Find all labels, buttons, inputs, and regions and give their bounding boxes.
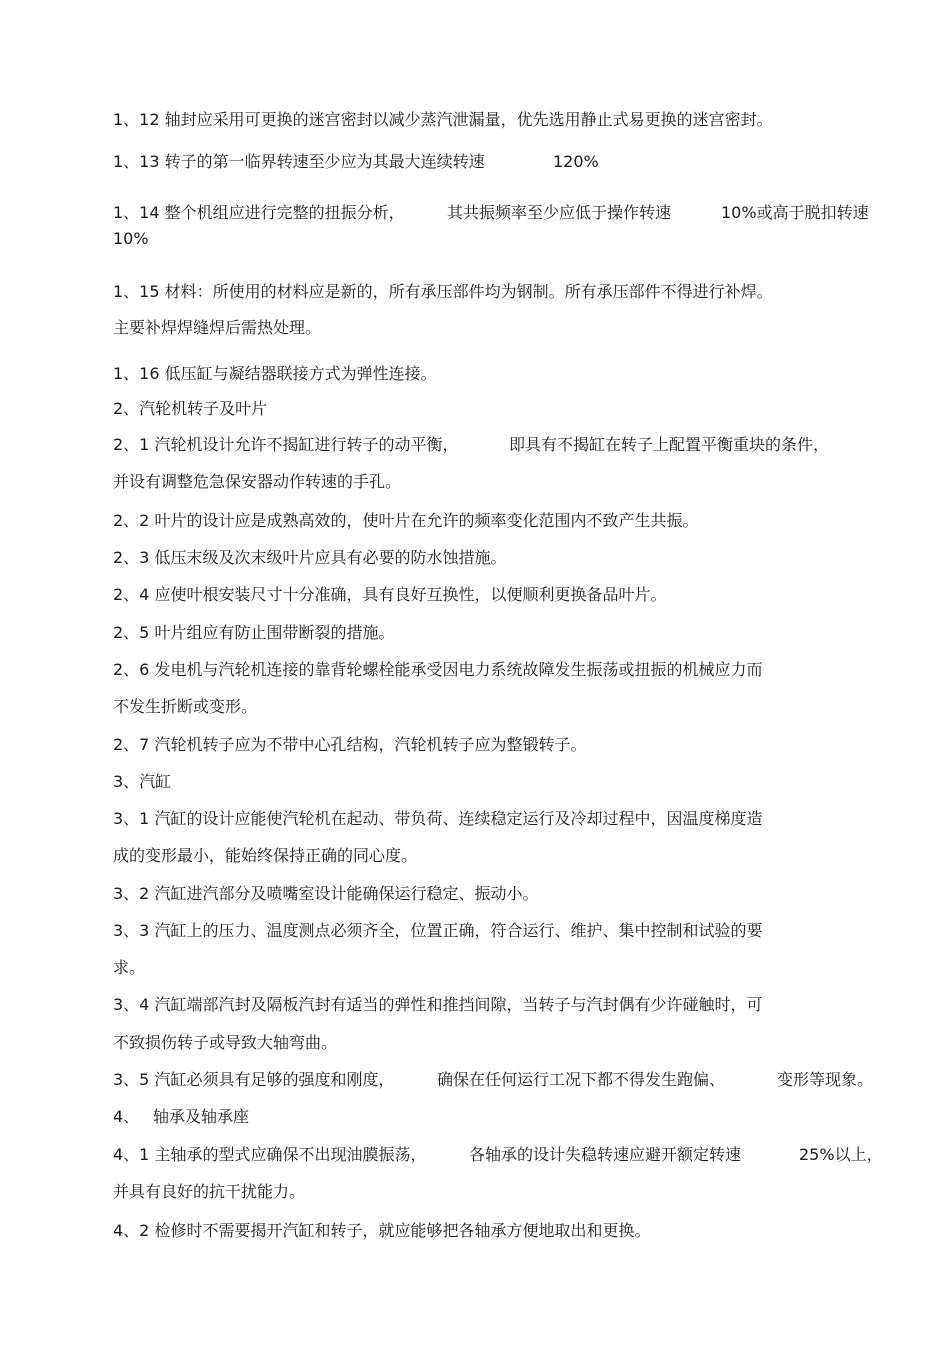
text-segment: 轴承及轴承座	[153, 1107, 250, 1126]
text-segment: 2、1 汽轮机设计允许不揭缸进行转子的动平衡，	[113, 435, 459, 454]
text-segment: 25%以上，	[799, 1145, 883, 1164]
text-segment: 求。	[113, 958, 146, 977]
text-segment: 2、7 汽轮机转子应为不带中心孔结构，汽轮机转子应为整锻转子。	[113, 735, 587, 754]
text-segment: 3、3 汽缸上的压力、温度测点必须齐全，位置正确，符合运行、维护、集中控制和试验的要	[113, 921, 763, 940]
text-segment: 2、6 发电机与汽轮机连接的靠背轮螺栓能承受因电力系统故障发生振荡或扭振的机械应力而	[113, 660, 763, 679]
text-segment: 变形等现象。	[777, 1070, 874, 1089]
text-segment: 即具有不揭缸在转子上配置平衡重块的条件，	[509, 435, 830, 454]
text-segment: 4、2 检修时不需要揭开汽缸和转子，就应能够把各轴承方便地取出和更换。	[113, 1221, 651, 1240]
text-segment: 4、	[113, 1107, 140, 1126]
text-segment: 2、2 叶片的设计应是成熟高效的，使叶片在允许的频率变化范围内不致产生共振。	[113, 511, 699, 530]
text-segment: 1、12 轴封应采用可更换的迷宫密封以减少蒸汽泄漏量，优先选用静止式易更换的迷宫密封。	[113, 110, 773, 129]
text-segment: 不发生折断或变形。	[113, 697, 258, 716]
text-segment: 3、1 汽缸的设计应能使汽轮机在起动、带负荷、连续稳定运行及冷却过程中，因温度梯度造	[113, 809, 763, 828]
text-segment: 2、5 叶片组应有防止围带断裂的措施。	[113, 623, 395, 642]
text-segment: 并设有调整危急保安器动作转速的手孔。	[113, 472, 402, 491]
text-segment: 1、16 低压缸与凝结器联接方式为弹性连接。	[113, 364, 437, 383]
text-segment: 各轴承的设计失稳转速应避开额定转速	[469, 1145, 742, 1164]
text-segment: 主要补焊焊缝焊后需热处理。	[113, 318, 322, 337]
text-segment: 确保在任何运行工况下都不得发生跑偏、	[437, 1070, 726, 1089]
text-segment: 120%	[553, 152, 599, 171]
text-segment: 1、14 整个机组应进行完整的扭振分析，	[113, 203, 405, 222]
text-segment: 10%或高于脱扣转速	[721, 203, 869, 222]
text-segment: 10%	[113, 229, 149, 248]
text-segment: 成的变形最小，能始终保持正确的同心度。	[113, 846, 418, 865]
text-segment: 并具有良好的抗干扰能力。	[113, 1182, 306, 1201]
text-segment: 2、汽轮机转子及叶片	[113, 399, 268, 418]
text-segment: 4、1 主轴承的型式应确保不出现油膜振荡，	[113, 1145, 427, 1164]
text-segment: 1、13 转子的第一临界转速至少应为其最大连续转速	[113, 152, 485, 171]
text-segment: 3、汽缸	[113, 772, 172, 791]
text-segment: 3、5 汽缸必须具有足够的强度和刚度，	[113, 1070, 395, 1089]
text-segment: 3、2 汽缸进汽部分及喷嘴室设计能确保运行稳定、振动小。	[113, 884, 539, 903]
text-segment: 1、15 材料：所使用的材料应是新的，所有承压部件均为钢制。所有承压部件不得进行补焊。	[113, 282, 773, 301]
text-segment: 3、4 汽缸端部汽封及隔板汽封有适当的弹性和推挡间隙，当转子与汽封偶有少许碰触时，可	[113, 995, 763, 1014]
text-segment: 2、3 低压末级及次末级叶片应具有必要的防水蚀措施。	[113, 548, 507, 567]
text-segment: 不致损伤转子或导致大轴弯曲。	[113, 1033, 338, 1052]
text-segment: 其共振频率至少应低于操作转速	[447, 203, 672, 222]
text-segment: 2、4 应使叶根安装尺寸十分准确，具有良好互换性，以便顺利更换备品叶片。	[113, 585, 667, 604]
